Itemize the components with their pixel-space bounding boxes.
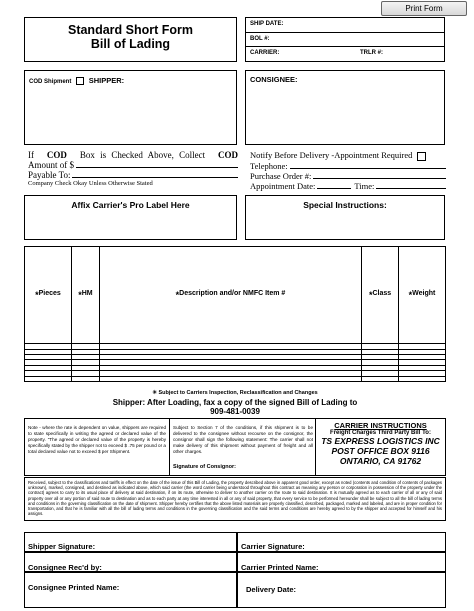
carrier-field[interactable]: [246, 47, 358, 61]
cell-description[interactable]: [99, 376, 361, 381]
items-body: [25, 344, 446, 382]
purchase-order-label: Purchase Order #:: [250, 170, 312, 181]
notify-checkbox[interactable]: [417, 152, 426, 161]
cod-if: If: [28, 150, 34, 160]
appointment-date-line[interactable]: [317, 181, 351, 189]
title-line2: Bill of Lading: [90, 37, 171, 51]
trlr-field[interactable]: [358, 47, 444, 61]
ship-date-field[interactable]: [246, 18, 444, 33]
pro-label-text: Affix Carrier's Pro Label Here: [71, 200, 190, 210]
cod-section: [28, 150, 238, 190]
amount-of-line[interactable]: [76, 160, 238, 168]
consignee-printed-name-label: Consignee Printed Name:: [28, 583, 120, 592]
cod-word-2: COD: [218, 150, 238, 160]
title-line1: Standard Short Form: [67, 23, 193, 37]
cell-pieces[interactable]: [25, 376, 72, 381]
appointment-date-label: Appointment Date:: [250, 180, 316, 191]
telephone-label: Telephone:: [250, 160, 288, 171]
items-table: [24, 246, 446, 382]
notify-before-label: Notify Before Delivery -Appointment Required: [250, 150, 413, 160]
time-line[interactable]: [376, 181, 446, 189]
payable-to-line[interactable]: [72, 170, 238, 178]
shipper-box[interactable]: [24, 70, 237, 145]
shipper-signature-field[interactable]: [24, 532, 237, 552]
bill-to-city: ONTARIO, CA 91762: [339, 456, 422, 466]
delivery-date-field[interactable]: [237, 572, 446, 608]
bill-to-company: TS EXPRESS LOGISTICS INC: [321, 436, 440, 446]
cell-class[interactable]: [362, 376, 399, 381]
amount-of-label: Amount of $: [28, 160, 74, 170]
fax-number: 909-481-0039: [210, 407, 260, 416]
notify-section: [250, 150, 446, 190]
cod-shipment-label: COD Shipment: [29, 79, 72, 85]
cod-checked-above: Box is Checked Above, Collect: [79, 150, 206, 160]
signature-of-consignor[interactable]: [173, 464, 313, 470]
purchase-order-line[interactable]: [313, 171, 446, 179]
company-check-text: Company Check Okay Unless Otherwise Stated: [28, 180, 153, 187]
signature-of-consignor-label: Signature of Consignor:: [173, 464, 236, 470]
header-description: *Description and/or NMFC Item #: [99, 247, 361, 344]
bill-to-line: Freight Charges Third Party Bill To:: [330, 430, 431, 436]
shipper-signature-label: Shipper Signature:: [28, 542, 96, 551]
print-form-button[interactable]: Print Form: [381, 1, 467, 16]
consignee-recd-field[interactable]: [24, 552, 237, 572]
cod-word: COD: [46, 150, 67, 160]
note-text: Note - where the rate is dependent on value, shippers are required to state specifically in writing the agreed or declared value of the property. "The agreed or declared value of the property is hereby specifically stated by the shipper not to exceed $ .75 per pound or a total declared value not to exceed $ per Shipment.: [28, 425, 166, 454]
cod-shipment-checkbox[interactable]: [76, 77, 84, 85]
pro-label-box: [24, 195, 237, 240]
shipper-label: SHIPPER:: [88, 76, 125, 85]
footnote: [24, 390, 446, 416]
telephone-line[interactable]: [290, 161, 446, 169]
header-fields-box: [245, 17, 445, 62]
carrier-instructions: [316, 421, 445, 466]
special-instructions-box[interactable]: [245, 195, 445, 240]
fax-instruction: Shipper: After Loading, fax a copy of the signed Bill of Lading to: [112, 398, 358, 407]
signature-section: [24, 532, 446, 608]
bol-field[interactable]: [246, 33, 444, 47]
carrier-signature-label: Carrier Signature:: [241, 542, 305, 551]
terms-box: [24, 418, 446, 476]
carrier-printed-name-field[interactable]: [237, 552, 446, 572]
header-weight: *Weight: [399, 247, 446, 344]
header-pieces: *Pieces: [25, 247, 72, 344]
items-header-row: [25, 247, 446, 344]
consignee-box[interactable]: [245, 70, 445, 145]
carrier-instructions-heading: CARRIER INSTRUCTIONS: [334, 421, 427, 430]
consignee-printed-name-field[interactable]: [24, 572, 237, 608]
bol-label: BOL #:: [250, 36, 270, 42]
table-row: [25, 376, 446, 381]
time-label: Time:: [354, 180, 375, 191]
received-text: Received, subject to the classifications and tariffs in effect on the date of the issue of this Bill of Lading, the property described above in apparent good order, except as noted (contents and condition of contents of packages unknown), marked, consigned, and destined as indicated above, which said carrier (the word carrier being understood throughout this contract as meaning any person or corporation in possession of the property under the contract) agrees to carry to its usual place of delivery at said destination, if on its route, otherwise to deliver to another carrier on the route to said destination. It is mutually agreed as to each carrier of all or any of said property over all or any portion of said route to destination and as to each party at any time interested in all or any of said property, that every service to be performed hereunder shall be subject to all the bill of lading terms and conditions in the governing classification on the date of shipment. Shipper hereby certifies that the above listed materials are properly classified, described, packaged, marked and labeled, and are in proper condition for transportation, and that he is familiar with all the bill of lading terms and conditions in the governing classification and the said terms and conditions are hereby agreed to by the shipper and accepted for himself and his assigns.: [24, 477, 446, 521]
consignee-label: CONSIGNEE:: [250, 75, 298, 84]
cell-hm[interactable]: [71, 376, 99, 381]
section7-text: Subject to Section 7 of the conditions, if this shipment is to be delivered to the consignee without recourse on the consignor, the consignor shall sign the following statement: The carrier shall not make delivery of this shipment without payment of freight and all other charges.: [173, 425, 313, 454]
carrier-signature-field[interactable]: [237, 532, 446, 552]
consignee-recd-label: Consignee Rec'd by:: [28, 563, 102, 572]
special-instructions-label: Special Instructions:: [303, 200, 387, 210]
ship-date-label: SHIP DATE:: [250, 21, 284, 27]
trlr-label: TRLR #:: [360, 50, 383, 56]
delivery-date-label: Delivery Date:: [246, 585, 297, 594]
header-hm: *HM: [71, 247, 99, 344]
carrier-printed-name-label: Carrier Printed Name:: [241, 563, 319, 572]
items-table-wrap: [24, 246, 446, 382]
subject-to-inspection: ✳ Subject to Carriers Inspection, Reclassification and Changes: [152, 390, 318, 396]
bill-to-address: POST OFFICE BOX 9116: [331, 446, 430, 456]
title-box: [24, 17, 237, 62]
payable-to-label: Payable To:: [28, 170, 71, 180]
header-class: *Class: [362, 247, 399, 344]
carrier-label: CARRIER:: [250, 50, 280, 56]
cell-weight[interactable]: [399, 376, 446, 381]
